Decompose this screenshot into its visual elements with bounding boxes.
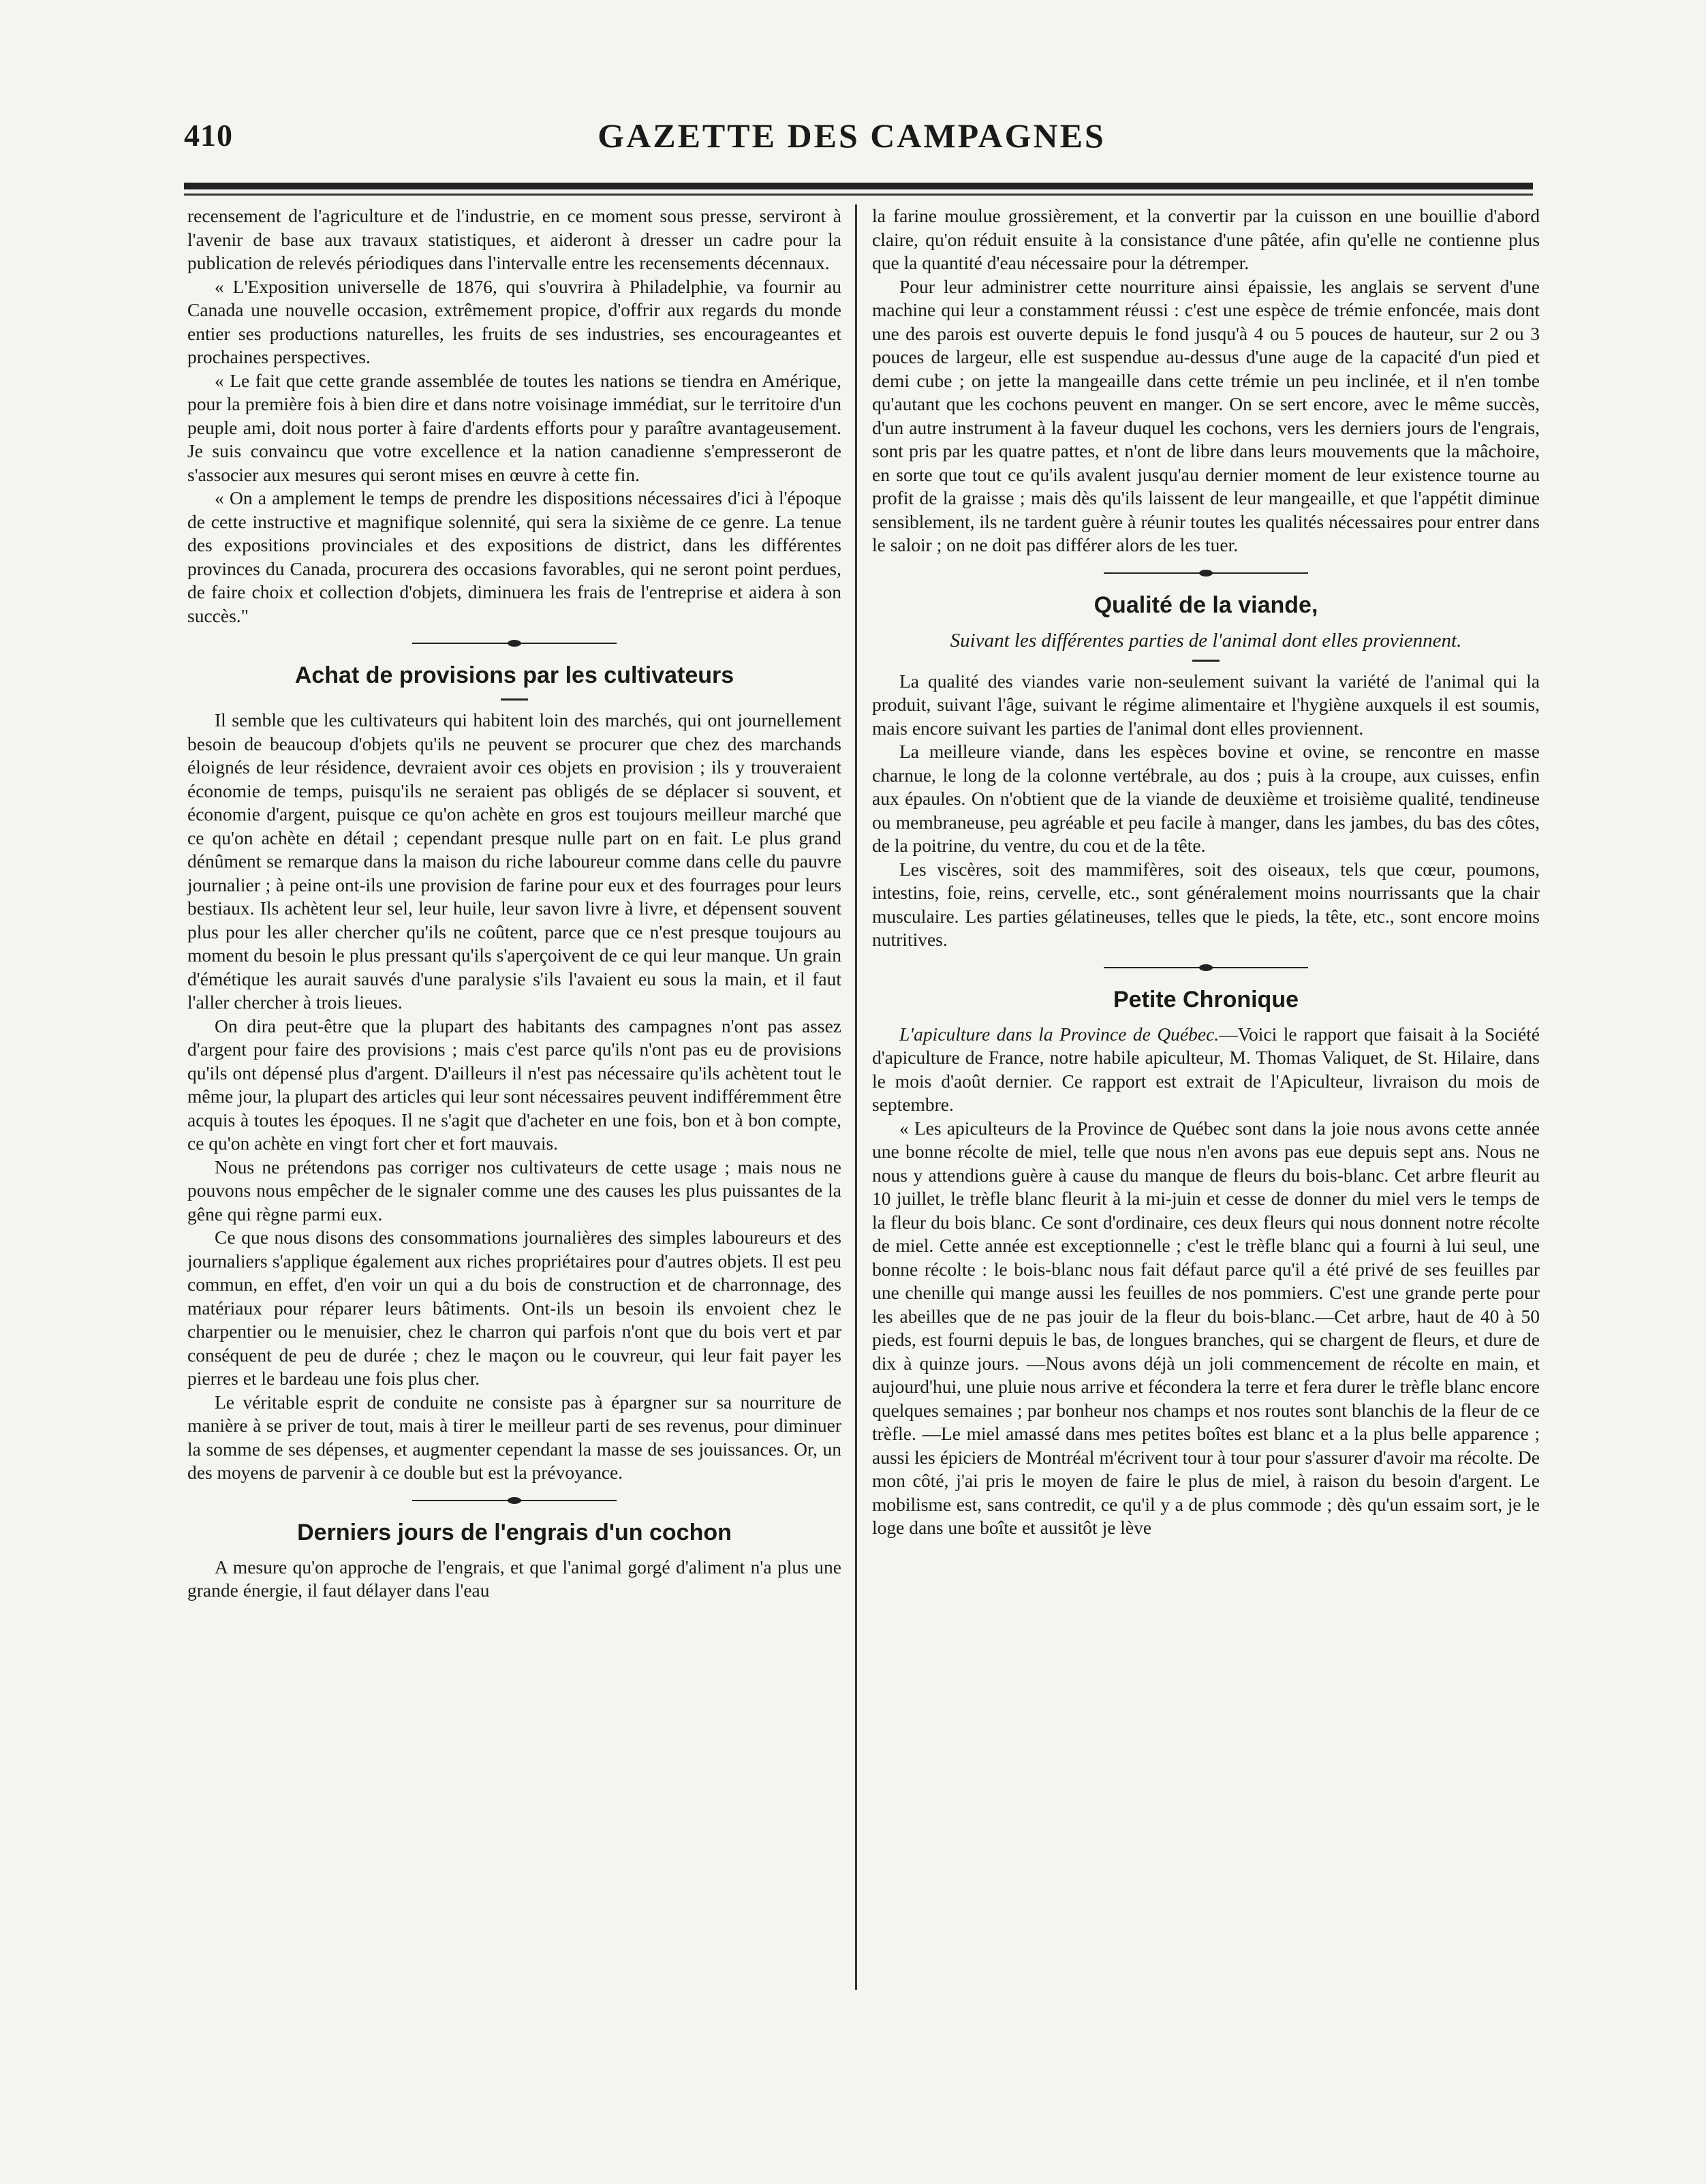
section-divider <box>412 1497 617 1504</box>
paragraph: « L'Exposition universelle de 1876, qui s'ouvrira à Philadelphie, va fournir au Canada une nouvelle occasion, extrêmement propice, d'offrir aux regards du monde entier ses productions naturelles, les fruits de ses industries, ses encourageantes et prochaines perspectives. <box>187 275 841 367</box>
paragraph: Pour leur administrer cette nourriture ainsi épaissie, les anglais se servent d'une machine qui leur a constamment réussi : c'est une espèce de trémie enfoncée, mais dont une des parois est ouverte depuis le fond jusqu'à 4 ou 5 pouces de hauteur, sur 2 ou 3 pouces de largeur, elle est suspendue au-dessus d'une auge de la capacité d'un pied et demi cube ; on jette la mangeaille dans cette trémie un peu inclinée, et il n'en tombe qu'autant que les cochons peuvent en manger. On se sert encore, avec le même succès, d'un autre instrument à la faveur duquel les cochons, vers les derniers jours de l'engrais, sont pris par les quatre pattes, et n'ont de libre dans leurs mouvements que la mâchoire, en sorte que tout ce qu'ils avalent jusqu'au dernier moment de leur existence tourne au profit de la graisse ; mais dès qu'ils laissent de leur mangeaille, et que l'appétit diminue sensiblement, ils ne tardent guère à réunir toutes les qualités nécessaires pour entrer dans le saloir ; on ne doit pas différer alors de les tuer. <box>872 275 1540 555</box>
paragraph: A mesure qu'on approche de l'engrais, et que l'animal gorgé d'aliment n'a plus une grande énergie, il faut délayer dans l'eau <box>187 1556 841 1601</box>
section-divider <box>1104 570 1308 576</box>
section-heading: Achat de provisions par les cultivateurs <box>294 662 734 688</box>
paragraph: « Les apiculteurs de la Province de Québec sont dans la joie nous avons cette année une bonne récolte de miel, telle que nous n'en avons pas eue depuis sept ans. Nous ne nous y attendions guère à cause du manque de fleurs du bois-blanc. Cet arbre fleurit au 10 juillet, le trèfle blanc fleurit à la mi-juin et cesse de donner du miel vers le temps de la fleur du bois blanc. Ce sont d'ordinaire, ces deux fleurs qui nous donnent notre récolte de miel. Cette année est exceptionnelle ; c'est le trèfle blanc qui a fourni à lui seul, une bonne récolte : le bois-blanc nous fait défaut parce qu'il a été privé de ses feuilles par une chenille qui mange aussi les feuilles de nos pommiers. C'est une grande perte pour les abeilles que de ne pas jouir de la fleur du bois-blanc.—Cet arbre, haut de 40 à 50 pieds, est fourni depuis le bas, de longues branches, qui se chargent de fleurs, et dure de dix à quinze jours. —Nous avons déjà un joli commencement de récolte en main, et aujourd'hui, une pluie nous arrive et fécondera la terre et fera durer le trèfle blanc encore quelques semaines ; par bonheur nos champs et nos routes sont blanchis de la fleur de ce trèfle. —Le miel amassé dans mes petites boîtes est blanc et a la plus belle apparence ; aussi les épiciers de Montréal m'écrivent tour à tour pour s'assurer d'avoir ma récolte. De mon côté, j'ai pris le moyen de faire le plus de miel, à raison du besoin d'argent. Le mobilisme est, sans contredit, ce qu'il y a de plus commode ; dès qu'un essaim sort, je le loge dans une boîte et aussitôt je lève <box>872 1117 1540 1538</box>
column-divider <box>855 204 857 1990</box>
section-subtitle: Suivant les différentes parties de l'animal dont elles proviennent. <box>950 629 1462 651</box>
paragraph: Nous ne prétendons pas corriger nos cultivateurs de cette usage ; mais nous ne pouvons nous empêcher de le signaler comme une des causes les plus puissantes de la gêne qui règne parmi eux. <box>187 1156 841 1225</box>
paragraph: « Le fait que cette grande assemblée de toutes les nations se tiendra en Amérique, pour la première fois à bien dire et dans notre voisinage immédiat, sur le territoire d'un peuple ami, doit nous porter à faire d'ardents efforts pour y paraître avantageusement. Je suis convaincu que votre excellence et la nation canadienne s'empresseront de s'associer aux mesures qui seront mises en œuvre à cette fin. <box>187 369 841 485</box>
paragraph: Il semble que les cultivateurs qui habitent loin des marchés, qui ont journellement besoin de beaucoup d'objets qu'ils ne peuvent se procurer que chez des marchands éloignés de leur résidence, devraient avoir ces objets en provision ; ils y trouveraient économie de temps, puisqu'ils ne seraient pas obligés de se déplacer si souvent, et économie d'argent, puisque ce qu'on achète en gros est toujours meilleur marché que ce qu'on achète en détail ; cependant presque nulle part on en fait. Le plus grand dénûment se remarque dans la maison du riche laboureur comme dans celle du pauvre journalier ; à peine ont-ils une provision de farine pour eux et des fourrages pour leurs bestiaux. Ils achètent leur sel, leur huile, leur savon livre à livre, et dépensent souvent plus pour les aller chercher qu'ils ne coûtent, parce que ce n'est presque toujours au moment du besoin le plus pressant qu'ils s'aperçoivent de ce qui leur manque. Un grain d'émétique les aurait sauvés d'une paralysie s'ils l'avaient eu sous la main, et il faut l'aller chercher à trois lieues. <box>187 709 841 1013</box>
paragraph <box>872 1023 1540 1117</box>
paragraph: Le véritable esprit de conduite ne consiste pas à épargner sur sa nourriture de manière à se priver de tout, mais à tirer le meilleur parti de ses revenus, pour diminuer la somme de ses dépenses, et augmenter cependant la masse de ses jouissances. Or, un des moyens de parvenir à ce double but est la prévoyance. <box>187 1391 841 1483</box>
chronicle-item-text: —Voici le rapport que faisait à la Société d'apiculture de France, notre habile apiculteur, M. Thomas Valiquet, de St. Hilaire, dans le mois d'août dernier. Ce rapport est extrait de l'Apiculteur, livraison du mois de septembre. <box>872 1023 1540 1115</box>
paragraph: Les viscères, soit des mammifères, soit des oiseaux, tels que cœur, poumons, intestins, foie, reins, cervelle, etc., sont généralement moins nourrissants que la chair musculaire. Les parties gélatineuses, telles que le pieds, la tête, etc., sont encore moins nutritives. <box>872 858 1540 950</box>
section-heading: Petite Chronique <box>1113 986 1299 1013</box>
section-divider <box>1104 964 1308 971</box>
heading-rule <box>501 698 528 701</box>
paragraph: La qualité des viandes varie non-seulement suivant la variété de l'animal qui la produit, suivant l'âge, suivant le régime alimentaire et l'hygiène auxquels il est soumis, mais encore suivant les parties de l'animal dont elles proviennent. <box>872 670 1540 739</box>
paragraph: recensement de l'agriculture et de l'industrie, en ce moment sous presse, serviront à l'avenir de base aux travaux statistiques, et aideront à dresser un cadre pour la publication de relevés périodiques dans l'intervalle entre les recensements décennaux. <box>187 205 841 273</box>
heading-rule <box>1192 660 1220 662</box>
paragraph: Ce que nous disons des consommations journalières des simples laboureurs et des journaliers s'applique également aux riches propriétaires pour d'autres objets. Il est peu commun, en effet, d'en voir un qui a du bois de construction et de charronnage, des matériaux pour réparer leurs bâtiments. Ont-ils un besoin ils envoient chez le charpentier ou le menuisier, chez le charron qui parfois n'ont que du bois vert et par conséquent de peu de durée ; chez le maçon ou le couvreur, qui leur fait payer les pierres et le bardeau une fois plus cher. <box>187 1227 841 1389</box>
header-rule-thin <box>184 194 1533 196</box>
right-column <box>872 204 1540 1540</box>
page-number: 410 <box>184 118 233 153</box>
paragraph: la farine moulue grossièrement, et la convertir par la cuisson en une bouillie d'abord claire, qu'on réduit ensuite à la consistance d'une pâtée, afin qu'elle ne contienne plus que la quantité d'eau nécessaire pour la détremper. <box>872 205 1540 273</box>
section-divider <box>412 640 617 647</box>
paragraph: On dira peut-être que la plupart des habitants des campagnes n'ont pas assez d'argent pour faire des provisions ; mais c'est parce qu'ils n'ont pas eu de provisions qu'ils ont dépensé plus d'argent. D'ailleurs il n'est pas nécessaire qu'ils achètent tout le même jour, la plupart des articles qui leur sont nécessaires peuvent indifféremment être acquis à toutes les époques. Il ne s'agit que d'acheter en une fois, bon et à bon compte, ce qu'on achète en vingt fort cher et fort mauvais. <box>187 1015 841 1154</box>
page-header <box>184 109 1519 164</box>
section-heading: Derniers jours de l'engrais d'un cochon <box>297 1519 732 1545</box>
section-heading: Qualité de la viande, <box>1094 591 1318 618</box>
header-rule-thick <box>184 183 1533 189</box>
left-column <box>187 204 841 1603</box>
chronicle-item-title: L'apiculture dans la Province de Québec. <box>899 1023 1220 1045</box>
paragraph: « On a amplement le temps de prendre les dispositions nécessaires d'ici à l'époque de cette instructive et magnifique solennité, qui sera la sixième de ce genre. La tenue des expositions provinciales et des expositions de district, dans les différentes provinces du Canada, procurera des occasions favorables, qui ne seront point perdues, de faire choix et collection d'objets, diminuera les frais de l'entreprise et aidera à son succès." <box>187 487 841 626</box>
journal-title: GAZETTE DES CAMPAGNES <box>598 117 1106 155</box>
paragraph: La meilleure viande, dans les espèces bovine et ovine, se rencontre en masse charnue, le long de la colonne vertébrale, au dos ; puis à la croupe, aux cuisses, enfin aux épaules. On n'obtient que de la viande de deuxième et troisième qualité, tendineuse ou membraneuse, peu agréable et peu facile à manger, dans les jambes, du bas des côtes, de la poitrine, du ventre, du cou et de la tête. <box>872 741 1540 856</box>
